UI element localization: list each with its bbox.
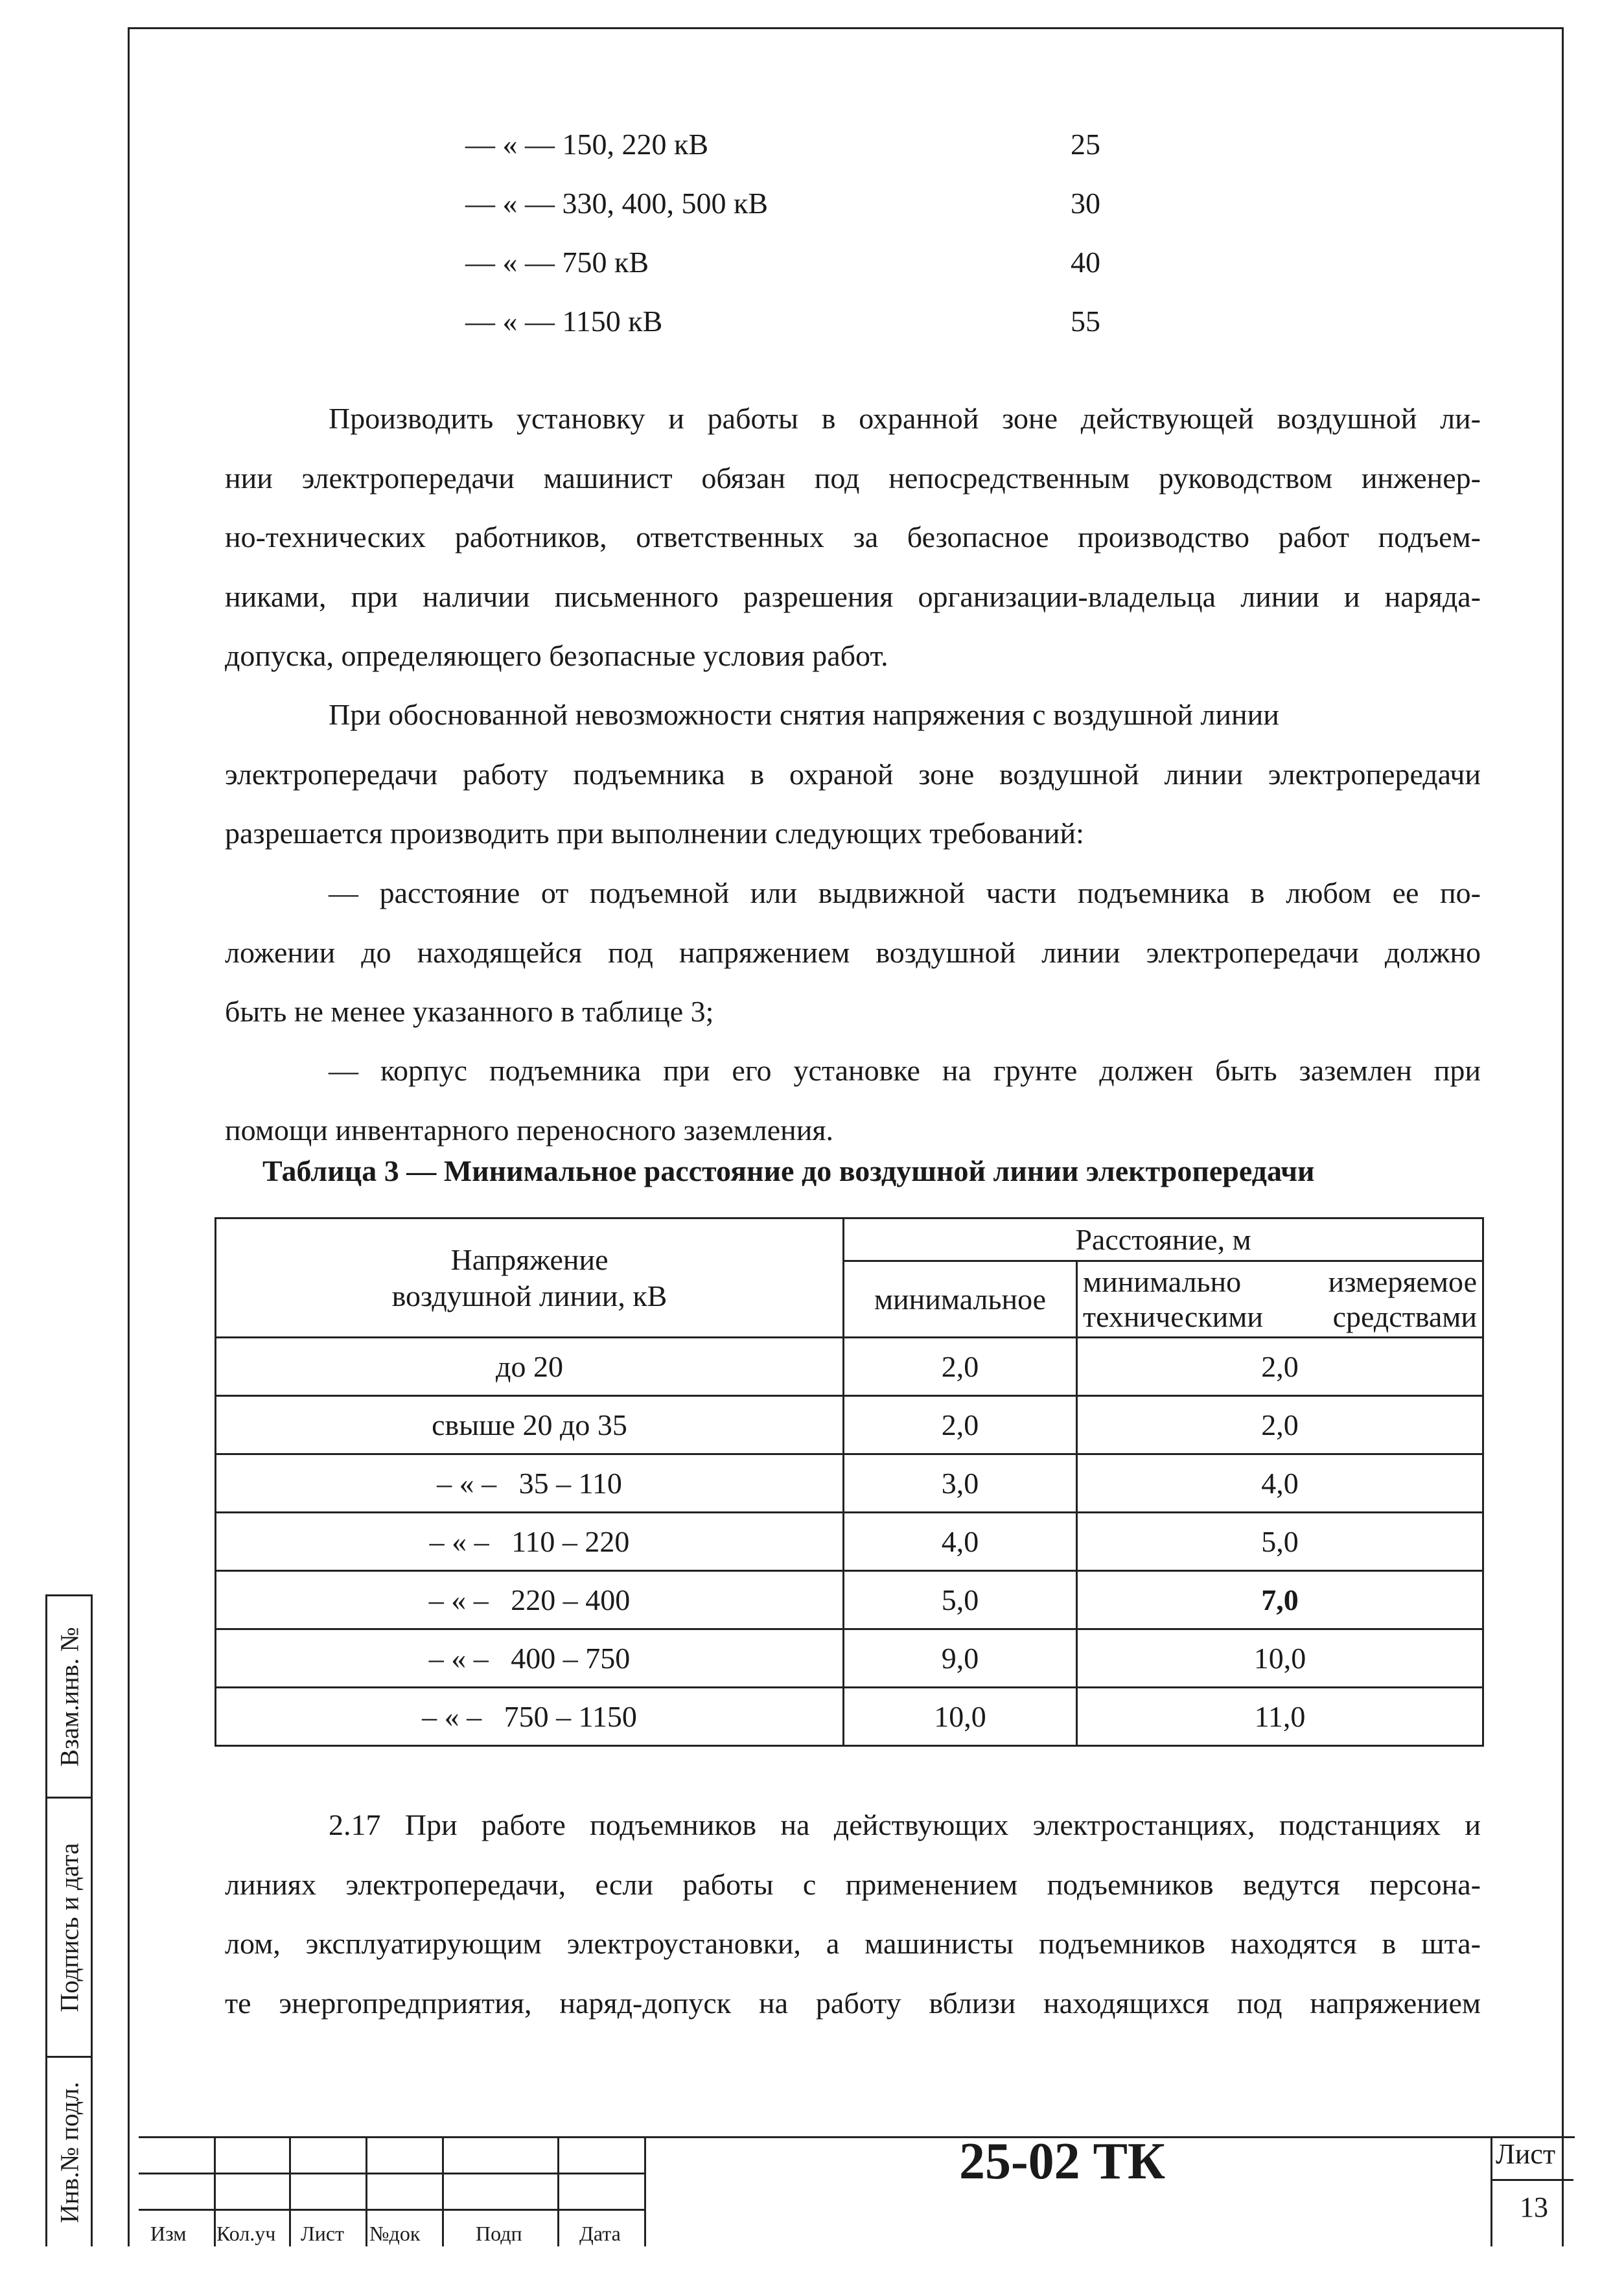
paragraph-distance-req: [225, 863, 1481, 1042]
stamp-col-label: Изм: [150, 2222, 187, 2245]
cell-voltage: – « – 35 – 110: [216, 1454, 844, 1513]
sheet-box-divider: [1491, 2179, 1573, 2181]
cell-measured: 4,0: [1077, 1454, 1483, 1513]
document-code: 25-02 ТК: [959, 2133, 1166, 2190]
text-line: допуска, определяющего безопасные условия работ.: [225, 639, 888, 672]
side-cell-sign-date: [45, 1797, 91, 2056]
stamp-col-label: №док: [369, 2222, 421, 2245]
header-measured: [1077, 1261, 1483, 1338]
header-voltage-line: Напряжение: [450, 1242, 609, 1276]
sheet-label: Лист: [1496, 2138, 1556, 2170]
text-line: ложении до находящейся под напряжением воздушной линии электропередачи должно: [225, 935, 1481, 969]
header-distance: Расстояние, м: [844, 1218, 1483, 1261]
cell-measured: 7,0: [1077, 1571, 1483, 1629]
stamp-col-label: Лист: [301, 2222, 345, 2245]
cell-measured: 2,0: [1077, 1338, 1483, 1396]
stamp-line: [644, 2136, 646, 2246]
text-line: — расстояние от подъемной или выдвижной части подъемника в любом ее по-: [329, 876, 1481, 909]
text-line: линиях электропередачи, если работы с применением подъемников ведутся персона-: [225, 1867, 1481, 1901]
side-cell-inv-replace: [45, 1594, 91, 1797]
side-strip-divider: [91, 1594, 93, 2246]
text-line: Производить установку и работы в охранной зоне действующей воздушной ли-: [329, 402, 1481, 435]
header-min: минимальное: [844, 1261, 1077, 1338]
header-measured-line: техническими средствами: [1083, 1299, 1477, 1333]
table-caption: Таблица 3 — Минимальное расстояние до воздушной линии электропередачи: [262, 1154, 1315, 1187]
text-line: 2.17 При работе подъемников на действующих электростанциях, подстанциях и: [329, 1808, 1481, 1841]
paragraph-grounding-req: [225, 1041, 1481, 1159]
voltage-value: 40: [1071, 246, 1100, 279]
stamp-line: [289, 2136, 291, 2246]
paragraph-work-permit: [225, 389, 1481, 686]
text-line: те энергопредприятия, наряд-допуск на работу вблизи находящихся под напряжением: [225, 1986, 1481, 2020]
side-stamp-strip: [45, 1594, 140, 2246]
table-row: [216, 1513, 1483, 1571]
cell-voltage: свыше 20 до 35: [216, 1396, 844, 1454]
stamp-col-label: Подп: [476, 2222, 522, 2245]
side-label: Инв.№ подл.: [54, 2081, 84, 2223]
stamp-line: [557, 2136, 559, 2246]
title-block: [139, 2136, 1584, 2246]
header-voltage: [216, 1218, 844, 1338]
voltage-value: 25: [1071, 128, 1100, 161]
cell-measured: 5,0: [1077, 1513, 1483, 1571]
cell-voltage: – « – 750 – 1150: [216, 1688, 844, 1746]
voltage-label: — « — 750 кВ: [465, 246, 649, 279]
paragraph-2-17: [225, 1795, 1481, 2033]
table-row: [216, 1338, 1483, 1396]
voltage-value: 30: [1071, 187, 1100, 220]
stamp-line: [214, 2136, 216, 2246]
voltage-label: — « — 1150 кВ: [465, 305, 663, 338]
header-measured-line: минимально измеряемое: [1083, 1264, 1477, 1298]
text-line: лом, эксплуатирующим электроустановки, а машинисты подъемников находятся в шта-: [225, 1927, 1481, 1960]
text-line: электропередачи работу подъемника в охраной зоне воздушной линии электропередачи: [225, 757, 1481, 791]
stamp-col-label: Кол.уч: [216, 2222, 276, 2245]
text-line: — корпус подъемника при его установке на грунте должен быть заземлен при: [329, 1054, 1481, 1087]
side-cell-inv-orig: [45, 2056, 91, 2246]
text-line: При обоснованной невозможности снятия напряжения с воздушной линии: [329, 698, 1279, 731]
paragraph-requirements: [225, 685, 1481, 863]
text-line: разрешается производить при выполнении следующих требований:: [225, 817, 1084, 850]
stamp-line: [365, 2136, 367, 2246]
table-row: [216, 1571, 1483, 1629]
table-row: [216, 1629, 1483, 1688]
header-voltage-line: воздушной линии, кВ: [391, 1279, 667, 1312]
voltage-label: — « — 330, 400, 500 кВ: [465, 187, 769, 220]
text-line: нии электропередачи машинист обязан под непосредственным руководством инженер-: [225, 461, 1481, 495]
cell-min: 2,0: [844, 1338, 1077, 1396]
distance-table: [215, 1217, 1484, 1747]
stamp-line: [139, 2136, 1575, 2138]
text-line: помощи инвентарного переносного заземления.: [225, 1113, 834, 1147]
table-row: [216, 1454, 1483, 1513]
cell-min: 5,0: [844, 1571, 1077, 1629]
cell-measured: 10,0: [1077, 1629, 1483, 1688]
cell-measured: 2,0: [1077, 1396, 1483, 1454]
cell-min: 2,0: [844, 1396, 1077, 1454]
stamp-col-label: Дата: [579, 2222, 621, 2245]
voltage-label: — « — 150, 220 кВ: [465, 128, 709, 161]
cell-measured: 11,0: [1077, 1688, 1483, 1746]
cell-min: 3,0: [844, 1454, 1077, 1513]
table-row: [216, 1688, 1483, 1746]
cell-min: 9,0: [844, 1629, 1077, 1688]
side-label: Подпись и дата: [54, 1842, 84, 2012]
table-row: [216, 1396, 1483, 1454]
cell-voltage: – « – 220 – 400: [216, 1571, 844, 1629]
sheet-number: 13: [1520, 2191, 1548, 2223]
stamp-line: [442, 2136, 444, 2246]
text-line: быть не менее указанного в таблице 3;: [225, 995, 714, 1028]
cell-min: 4,0: [844, 1513, 1077, 1571]
cell-voltage: – « – 400 – 750: [216, 1629, 844, 1688]
text-line: но-технических работников, ответственных за безопасное производство работ подъем-: [225, 520, 1481, 554]
side-label: Взам.инв. №: [54, 1626, 84, 1767]
cell-voltage: до 20: [216, 1338, 844, 1396]
cell-voltage: – « – 110 – 220: [216, 1513, 844, 1571]
voltage-value: 55: [1071, 305, 1100, 338]
table-header-row: [216, 1218, 1483, 1261]
cell-min: 10,0: [844, 1688, 1077, 1746]
text-line: никами, при наличии письменного разрешения организации-владельца линии и наряда-: [225, 579, 1481, 613]
